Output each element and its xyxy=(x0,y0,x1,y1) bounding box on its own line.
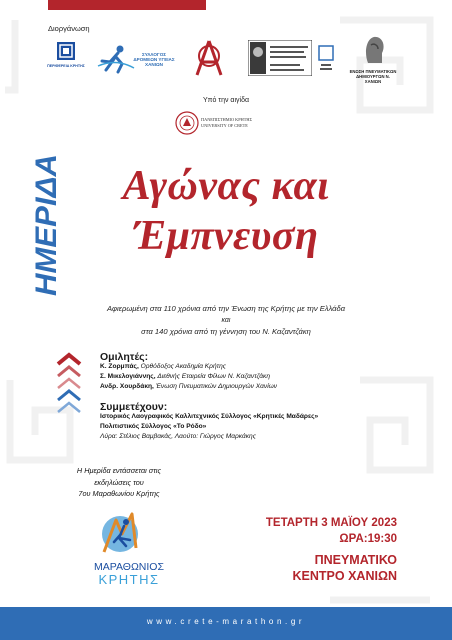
speaker-name: Κ. Ζορμπάς, xyxy=(100,363,139,370)
speaker-name: Ανδρ. Χουρδάκη, xyxy=(100,383,154,390)
speaker-role: Ορθόδοξος Ακαδημία Κρήτης xyxy=(140,363,226,370)
university-name-greek: ΠΑΝΕΠΙΣΤΗΜΙΟ ΚΡΗΤΗΣ xyxy=(201,117,252,122)
participant-line: Πολιτιστικός Σύλλογος «Το Ρόδο» xyxy=(100,423,207,430)
event-date: ΤΕΤΑΡΤΗ 3 ΜΑΪΟΥ 2023 xyxy=(265,517,397,529)
union-logo-text: ΕΝΩΣΗ ΠΝΕΥΜΑΤΙΚΩΝ ΔΗΜΙΟΥΡΓΩΝ Ν. ΧΑΝΙΩΝ xyxy=(349,69,397,84)
event-note: Η Ημερίδα εντάσσεται στις εκδηλώσεις του 7ου Μαραθωνίου Κρήτης xyxy=(76,466,162,498)
chevron-up-icons xyxy=(55,352,83,416)
participants-header: Συμμετέχουν: xyxy=(100,401,168,413)
region-crete-logo xyxy=(48,40,84,76)
speakers-header: Ομιλητές: xyxy=(100,351,149,363)
aegis-label: Υπό την αιγίδα xyxy=(202,97,250,104)
marathon-logo-line-2: ΚΡΗΤΗΣ xyxy=(98,572,160,587)
region-crete-logo-text: ΠΕΡΙΦΕΡΕΙΑ ΚΡΗΤΗΣ xyxy=(47,64,85,68)
speaker-role: Διεθνής Εταιρεία Φίλων Ν. Καζαντζάκη xyxy=(157,373,270,380)
speaker-row xyxy=(100,372,277,382)
event-venue-line-2: ΚΕΝΤΡΟ ΧΑΝΙΩΝ xyxy=(292,569,397,583)
marathon-logo xyxy=(86,508,172,592)
title-line-2: Έμπνευση xyxy=(133,213,319,259)
participant-line: Ιστορικός Λαογραφικός Καλλιτεχνικός Σύλλογος «Κρητικές Μαδάρες» xyxy=(100,413,319,420)
university-name xyxy=(201,117,252,128)
university-name-english: UNIVERSITY OF CRETE xyxy=(201,122,248,128)
subtitle-conjunction: και xyxy=(221,317,231,324)
title-line-1: Αγώνας και xyxy=(122,163,330,209)
runners-club-logo-text: ΣΥΛΛΟΓΟΣ ΔΡΟΜΕΩΝ ΥΓΕΙΑΣ ΧΑΝΙΩΝ xyxy=(133,52,175,67)
top-accent-bar xyxy=(48,0,206,10)
speaker-name: Σ. Μικελογιάννης, xyxy=(100,373,156,380)
event-time: ΩΡΑ:19:30 xyxy=(339,533,397,545)
speaker-row xyxy=(100,382,277,392)
speaker-row xyxy=(100,362,277,372)
small-emblem-icon xyxy=(317,44,335,76)
monogram-logo xyxy=(192,38,226,78)
speakers-block xyxy=(100,352,277,392)
university-seal-icon xyxy=(175,111,199,135)
marathon-logo-line-1: ΜΑΡΑΘΩΝΙΟΣ xyxy=(94,561,164,573)
event-venue-line-1: ΠΝΕΥΜΑΤΙΚΟ xyxy=(314,553,397,567)
subtitle-line-1: Αφιερωμένη στα 110 χρόνια από την Ένωση της Κρήτης με την Ελλάδα xyxy=(106,304,346,313)
footer-url[interactable]: www.crete-marathon.gr xyxy=(146,617,306,626)
side-title-text: ΗΜΕΡΙΔΑ xyxy=(30,159,63,296)
organization-label: Διοργάνωση xyxy=(48,24,90,33)
participant-line: Λύρα: Στέλιος Βαμβακάς, Λαούτο: Γιώργος Μαρκάκης xyxy=(100,433,256,440)
runner-icon xyxy=(96,44,136,74)
speaker-role: Ένωση Πνευματικών Δημιουργών Χανίων xyxy=(155,383,278,390)
subtitle-line-2: στα 140 χρόνια από τη γέννηση του Ν. Καζαντζάκη xyxy=(141,327,311,336)
participants-block xyxy=(100,402,318,442)
kazantzakis-society-logo xyxy=(248,40,312,76)
union-head-icon xyxy=(360,33,388,67)
